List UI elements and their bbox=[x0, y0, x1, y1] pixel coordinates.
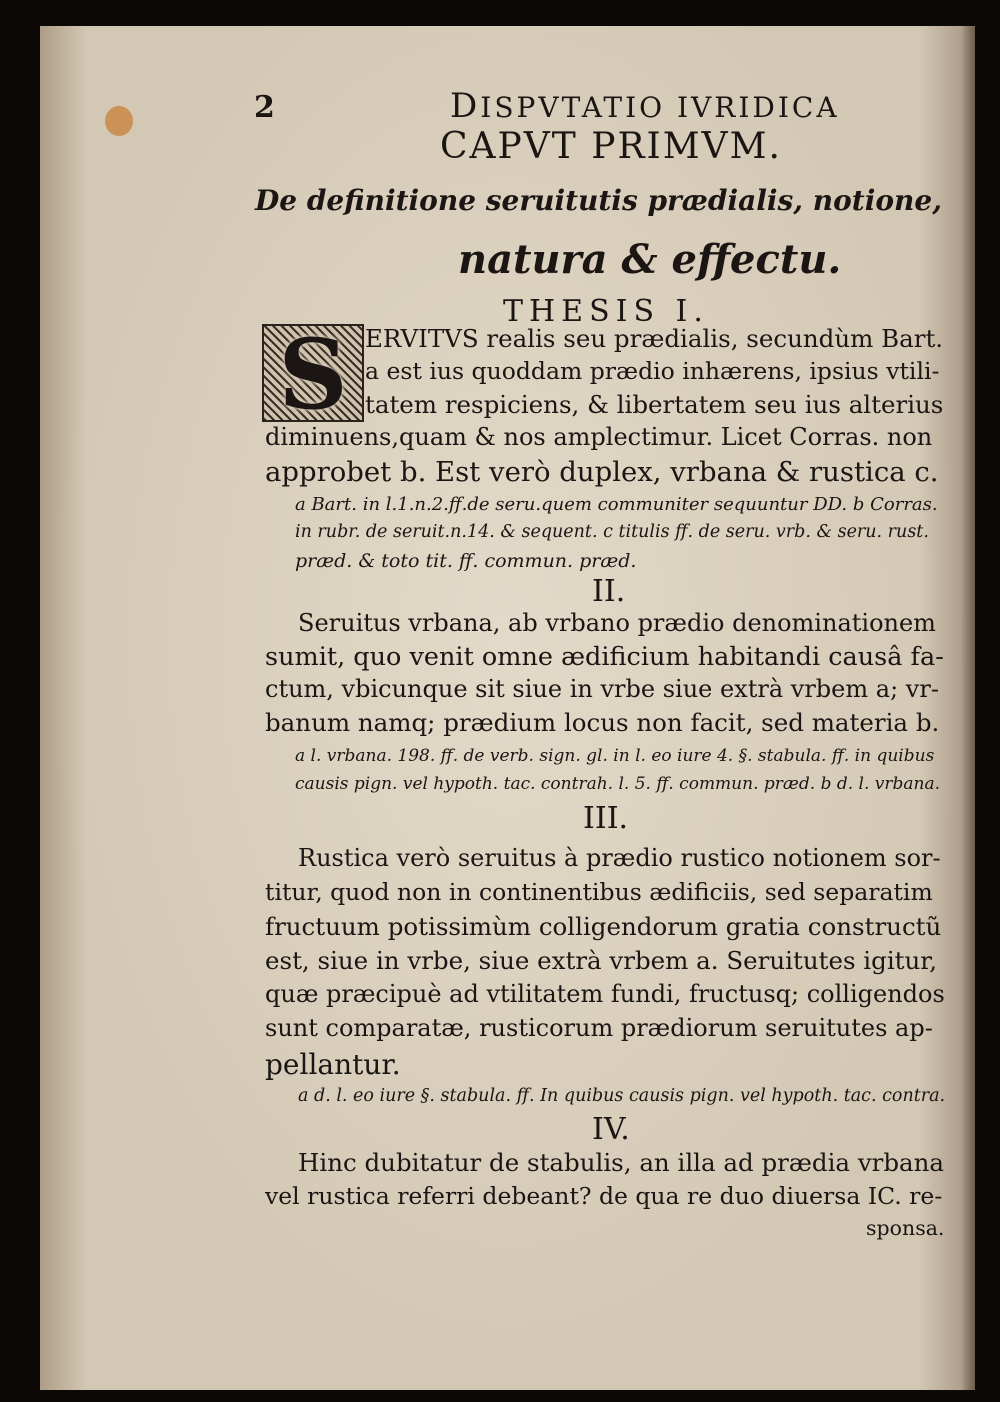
body-line: Hinc dubitatur de stabulis, an illa ad prædia vrbana bbox=[298, 1148, 945, 1177]
section-number: IV. bbox=[592, 1112, 630, 1147]
body-line: Rustica verò seruitus à prædio rustico notionem sor- bbox=[298, 844, 941, 872]
running-head-initial: D bbox=[450, 86, 481, 126]
body-line: diminuens,quam & nos amplectimur. Licet Corras. non bbox=[265, 423, 933, 451]
footnote-line: a d. l. eo iure §. stabula. ff. In quibus causis pign. vel hypoth. tac. contra. bbox=[298, 1086, 946, 1106]
body-line: est, siue in vrbe, siue extrà vrbem a. Seruitutes igitur, bbox=[265, 946, 938, 975]
running-head bbox=[450, 86, 840, 126]
body-line: sponsa. bbox=[866, 1216, 945, 1240]
body-line: banum namq; prædium locus non facit, sed materia b. bbox=[265, 708, 940, 737]
page-edge-shadow bbox=[961, 26, 975, 1390]
footnote-line: in rubr. de seruit.n.14. & sequent. c titulis ff. de seru. vrb. & seru. rust. bbox=[295, 522, 929, 542]
body-line: sunt comparatæ, rusticorum prædiorum seruitutes ap- bbox=[265, 1014, 933, 1042]
body-line: Seruitus vrbana, ab vrbano prædio denominationem bbox=[298, 609, 936, 637]
chapter-title: CAPVT PRIMVM. bbox=[440, 126, 782, 167]
body-line: fructuum potissimùm colligendorum gratia constructũ bbox=[265, 912, 942, 941]
subtitle-line-1: De definitione seruitutis prædialis, notione, bbox=[255, 184, 942, 217]
body-line: vel rustica referri debeant? de qua re duo diuersa IC. re- bbox=[265, 1182, 943, 1210]
subtitle-line-2: natura & effectu. bbox=[458, 236, 842, 283]
body-line: approbet b. Est verò duplex, vrbana & rustica c. bbox=[265, 456, 939, 488]
body-line: tatem respiciens, & libertatem seu ius alterius bbox=[365, 390, 944, 419]
running-head-text: ISPVTATIO IVRIDICA bbox=[480, 91, 840, 124]
footnote-line: a l. vrbana. 198. ff. de verb. sign. gl. in l. eo iure 4. §. stabula. ff. in quibus bbox=[295, 746, 935, 766]
book-page bbox=[40, 26, 975, 1390]
body-line: a est ius quoddam prædio inhærens, ipsius vtili- bbox=[365, 357, 940, 385]
section-number: II. bbox=[592, 574, 626, 609]
body-line: pellantur. bbox=[265, 1048, 401, 1081]
ink-stain bbox=[105, 106, 133, 136]
footnote-line: præd. & toto tit. ff. commun. præd. bbox=[295, 550, 637, 572]
body-line: sumit, quo venit omne ædificium habitandi causâ fa- bbox=[265, 642, 944, 672]
section-number: III. bbox=[583, 801, 629, 836]
footnote-line: causis pign. vel hypoth. tac. contrah. l. 5. ff. commun. præd. b d. l. vrbana. bbox=[295, 774, 941, 794]
body-line: titur, quod non in continentibus ædificiis, sed separatim bbox=[265, 878, 933, 906]
thesis-heading: THESIS I. bbox=[503, 294, 709, 329]
dropcap-letter: S bbox=[278, 318, 348, 431]
body-line: ctum, vbicunque sit siue in vrbe siue extrà vrbem a; vr- bbox=[265, 675, 939, 703]
body-line: ERVITVS realis seu prædialis, secundùm Bart. bbox=[365, 324, 944, 353]
body-line: quæ præcipuè ad vtilitatem fundi, fructusq; colligendos bbox=[265, 980, 945, 1008]
ornamental-dropcap bbox=[262, 318, 364, 431]
page-number: 2 bbox=[254, 90, 275, 125]
footnote-line: a Bart. in l.1.n.2.ff.de seru.quem communiter sequuntur DD. b Corras. bbox=[295, 494, 938, 515]
